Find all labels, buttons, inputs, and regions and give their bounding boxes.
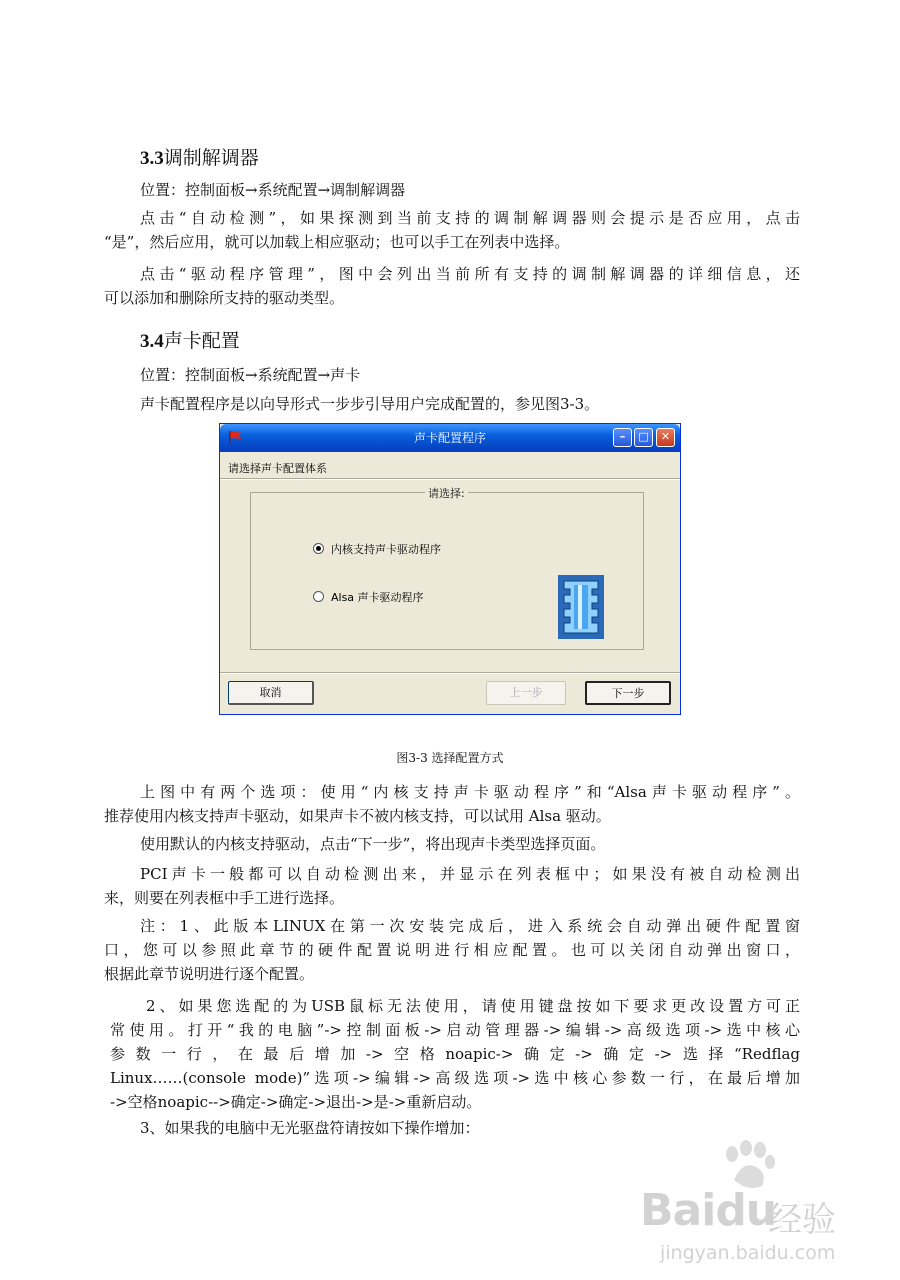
heading-number: 3.3 bbox=[140, 148, 164, 169]
radio-label: 内核支持声卡驱动程序 bbox=[331, 543, 441, 556]
para-line: “是”，然后应用，就可以加载上相应驱动；也可以手工在列表中选择。 bbox=[104, 233, 570, 251]
heading-text: 调制解调器 bbox=[163, 147, 259, 169]
para-line: 注：1、此版本LINUX在第一次安装完成后，进入系统会自动弹出硬件配置窗 bbox=[140, 917, 800, 935]
radio-alsa-driver[interactable] bbox=[313, 589, 424, 605]
watermark-du: du bbox=[715, 1185, 777, 1236]
radio-selected-icon bbox=[313, 543, 324, 554]
para-line: 参数一行，在最后增加->空格noapic->确定->确定->选择“Redflag bbox=[110, 1045, 800, 1063]
maximize-icon[interactable]: □ bbox=[634, 428, 653, 447]
para-line: 使用默认的内核支持驱动，点击“下一步”，将出现声卡类型选择页面。 bbox=[140, 835, 606, 853]
radio-unselected-icon bbox=[313, 591, 324, 602]
close-icon[interactable]: ✕ bbox=[656, 428, 675, 447]
para-line: Linux……(console mode)”选项->编辑->高级选项->选中核心参数一行，在最后增加 bbox=[110, 1069, 800, 1087]
para-line: 常使用。打开“我的电脑”->控制面板->启动管理器->编辑->高级选项->选中核心 bbox=[110, 1021, 800, 1039]
group-label: 请选择: bbox=[425, 485, 468, 501]
option-group bbox=[250, 487, 644, 650]
para-line: PCI声卡一般都可以自动检测出来，并显示在列表框中；如果没有被自动检测出 bbox=[140, 865, 800, 883]
para-line: ->空格noapic-->确定->确定->退出->是->重新启动。 bbox=[110, 1093, 482, 1111]
figure-caption: 图3-3 选择配置方式 bbox=[396, 751, 504, 765]
location-3-4: 位置：控制面板→系统配置→声卡 bbox=[140, 366, 361, 384]
divider bbox=[220, 478, 680, 480]
dialog-subtitle: 请选择声卡配置体系 bbox=[228, 462, 327, 475]
dialog-titlebar bbox=[220, 424, 680, 452]
para-line: 来，则要在列表框中手工进行选择。 bbox=[104, 889, 345, 907]
watermark-url: jingyan.baidu.com bbox=[660, 1242, 836, 1264]
heading-3-4 bbox=[140, 326, 240, 353]
radio-label: Alsa 声卡驱动程序 bbox=[331, 591, 424, 604]
watermark-brand bbox=[640, 1185, 776, 1236]
para-line: 点击“自动检测”，如果探测到当前支持的调制解调器则会提示是否应用，点击 bbox=[140, 209, 800, 227]
dialog-title: 声卡配置程序 bbox=[413, 431, 486, 445]
para-line: 声卡配置程序是以向导形式一步步引导用户完成配置的，参见图3-3。 bbox=[140, 395, 600, 413]
para-line: 上图中有两个选项：使用“内核支持声卡驱动程序”和“Alsa声卡驱动程序”。 bbox=[140, 783, 800, 801]
heading-3-3 bbox=[140, 143, 259, 170]
para-line: 口，您可以参照此章节的硬件配置说明进行相应配置。也可以关闭自动弹出窗口， bbox=[104, 941, 800, 959]
para-line: 点击“驱动程序管理”，图中会列出当前所有支持的调制解调器的详细信息，还 bbox=[140, 265, 800, 283]
heading-text: 声卡配置 bbox=[163, 330, 240, 352]
next-button[interactable]: 下一步 bbox=[585, 681, 671, 705]
para-line: 2、如果您选配的为USB鼠标无法使用，请使用键盘按如下要求更改设置方可正 bbox=[146, 997, 800, 1015]
soundcard-dialog bbox=[219, 423, 681, 715]
location-3-3: 位置：控制面板→系统配置→调制解调器 bbox=[140, 181, 406, 199]
para-line: 3、如果我的电脑中无光驱盘符请按如下操作增加： bbox=[140, 1119, 480, 1137]
radio-kernel-driver[interactable] bbox=[313, 541, 441, 557]
para-line: 根据此章节说明进行逐个配置。 bbox=[104, 965, 315, 983]
para-line: 可以添加和删除所支持的驱动类型。 bbox=[104, 289, 345, 307]
heading-number: 3.4 bbox=[140, 331, 164, 352]
baidu-watermark bbox=[640, 1140, 860, 1270]
para-line: 推荐使用内核支持声卡驱动，如果声卡不被内核支持，可以试用 Alsa 驱动。 bbox=[104, 807, 611, 825]
cancel-button[interactable]: 取消 bbox=[228, 681, 314, 705]
watermark-bai: Bai bbox=[640, 1185, 716, 1236]
previous-button[interactable]: 上一步 bbox=[486, 681, 566, 705]
gear-icon bbox=[558, 575, 604, 639]
divider bbox=[220, 672, 680, 674]
watermark-cn: 经验 bbox=[768, 1200, 836, 1240]
minimize-icon[interactable]: – bbox=[613, 428, 632, 447]
